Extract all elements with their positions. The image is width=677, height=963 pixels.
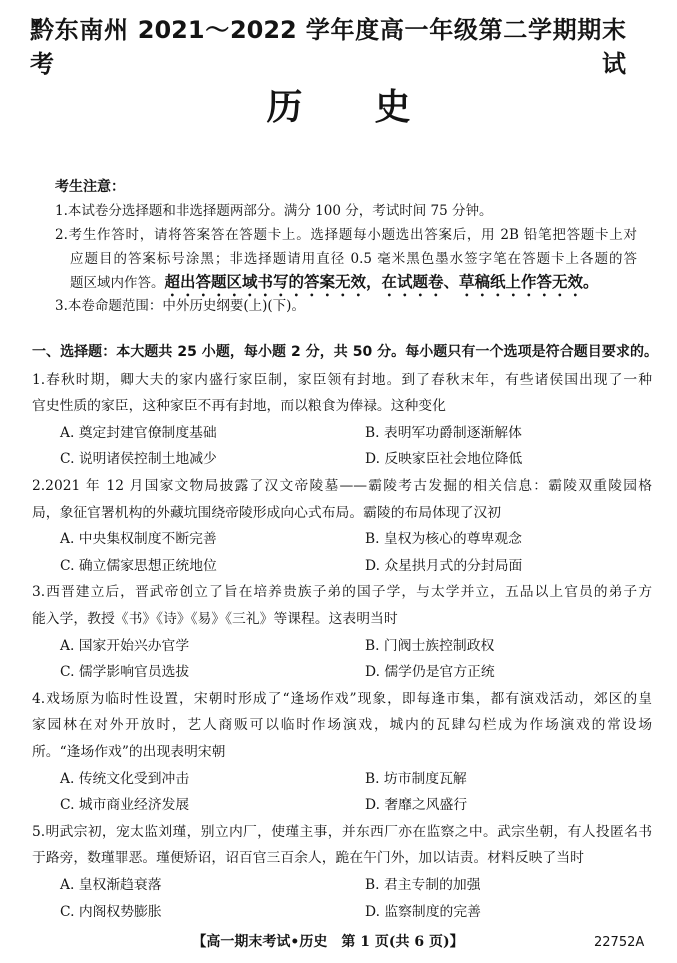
option-a: A. 传统文化受到冲击	[60, 770, 190, 787]
option-row	[32, 899, 652, 926]
notice-item-2-text: 题区域内作答。	[70, 275, 165, 292]
notice-emphasis-warning: 超出答题区域书写的答案无效，在试题卷、草稿纸上作答无效。	[164, 273, 599, 292]
question-stem-line: 于路旁，数瑾罪恶。瑾便矫诏，诏百官三百余人，跪在午门外，加以诘责。材料反映了当时	[32, 850, 584, 867]
notice-item-2-line-1: 2.考生作答时，请将答案答在答题卡上。选择题每小题选出答案后，用 2B 铅笔把答题卡上对	[55, 226, 637, 243]
option-b: B. 皇权为核心的尊卑观念	[365, 531, 522, 548]
option-b: B. 门阀士族控制政权	[365, 637, 495, 654]
question-stem-line: 3.西晋建立后，晋武帝创立了旨在培养贵族子弟的国子学，与太学并立，五品以上官员的弟子方	[32, 584, 652, 601]
option-row	[32, 659, 652, 686]
notice-list	[55, 200, 637, 319]
option-a: A. 国家开始兴办官学	[60, 637, 190, 654]
notice-item-2-line-3	[55, 271, 637, 295]
option-row	[32, 872, 652, 899]
question-5	[32, 819, 652, 925]
notice-item-1: 1.本试卷分选择题和非选择题两部分。满分 100 分，考试时间 75 分钟。	[55, 203, 493, 219]
question-stem-line: 能入学，教授《书》《诗》《易》《三礼》等课程。这表明当时	[32, 611, 398, 628]
option-d: D. 众星拱月式的分封局面	[365, 557, 523, 574]
question-stem-line: 5.明武宗初，宠太监刘瑾，别立内厂，使瑾主事，并东西厂亦在监察之中。武宗坐朝，有人投匿名书	[32, 823, 652, 840]
notice-heading: 考生注意：	[55, 179, 125, 195]
option-a: A. 奠定封建官僚制度基础	[60, 424, 217, 441]
option-row	[32, 553, 652, 580]
option-d: D. 反映家臣社会地位降低	[365, 451, 523, 468]
question-stem-line: 所。“逢场作戏”的出现表明宋朝	[32, 744, 226, 760]
question-list	[32, 367, 652, 925]
option-c: C. 儒学影响官员选拔	[60, 664, 190, 681]
page-footer-label: 【高一期末考试•历史 第 1 页(共 6 页)】	[192, 934, 464, 950]
option-c: C. 确立儒家思想正统地位	[60, 557, 217, 574]
question-4	[32, 686, 652, 819]
option-c: C. 内阁权势膨胀	[60, 903, 162, 920]
option-row	[32, 420, 652, 447]
option-row	[32, 526, 652, 553]
exam-code: 22752A	[594, 935, 645, 950]
option-a: A. 中央集权制度不断完善	[60, 531, 217, 548]
option-d: D. 奢靡之风盛行	[365, 797, 468, 814]
option-d: D. 儒学仍是官方正统	[365, 664, 495, 681]
question-stem-line: 1.春秋时期，卿大夫的家内盛行家臣制，家臣领有封地。到了春秋末年，有些诸侯国出现了一种	[32, 371, 652, 388]
option-d: D. 监察制度的完善	[365, 903, 481, 920]
section-heading: 一、选择题：本大题共 25 小题，每小题 2 分，共 50 分。每小题只有一个选项是符合题目要求的。	[32, 343, 658, 360]
option-row	[32, 766, 652, 793]
option-b: B. 君主专制的加强	[365, 876, 481, 893]
option-b: B. 表明军功爵制逐渐解体	[365, 424, 522, 441]
option-b: B. 坊市制度瓦解	[365, 770, 467, 787]
option-c: C. 说明诸侯控制土地减少	[60, 451, 217, 468]
question-3	[32, 579, 652, 685]
question-stem-line: 家园林在对外开放时，艺人商贩可以临时作场演戏，城内的瓦肆勾栏成为作场演戏的常设场	[32, 717, 652, 734]
question-1	[32, 367, 652, 473]
question-stem-line: 官史性质的家臣，这种家臣不再有封地，而以粮食为俸禄。这种变化	[32, 398, 446, 415]
option-a: A. 皇权渐趋衰落	[60, 876, 162, 893]
notice-item-2-line-2: 应题目的答案标号涂黑；非选择题请用直径 0.5 毫米黑色墨水签字笔在答题卡上各题的答	[70, 250, 637, 267]
option-row	[32, 792, 652, 819]
option-c: C. 城市商业经济发展	[60, 797, 190, 814]
question-stem-line: 局，象征官署机构的外藏坑围绕帝陵形成向心式布局。霸陵的布局体现了汉初	[32, 504, 502, 521]
question-stem-line: 2.2021 年 12 月国家文物局披露了汉文帝陵墓——霸陵考古发掘的相关信息：霸陵双重陵园格	[32, 478, 652, 495]
question-2	[32, 473, 652, 579]
subject-title: 历 史	[266, 87, 411, 128]
option-row	[32, 633, 652, 660]
question-stem-line: 4.戏场原为临时性设置，宋朝时形成了“逢场作戏”现象，即每逢市集，都有演戏活动，郊区的皇	[32, 690, 652, 707]
notice-item-3: 3.本卷命题范围：中外历史纲要(上)(下)。	[55, 298, 305, 315]
option-row	[32, 446, 652, 473]
exam-title: 黔东南州 2021～2022 学年度高一年级第二学期期末考试	[30, 16, 626, 78]
